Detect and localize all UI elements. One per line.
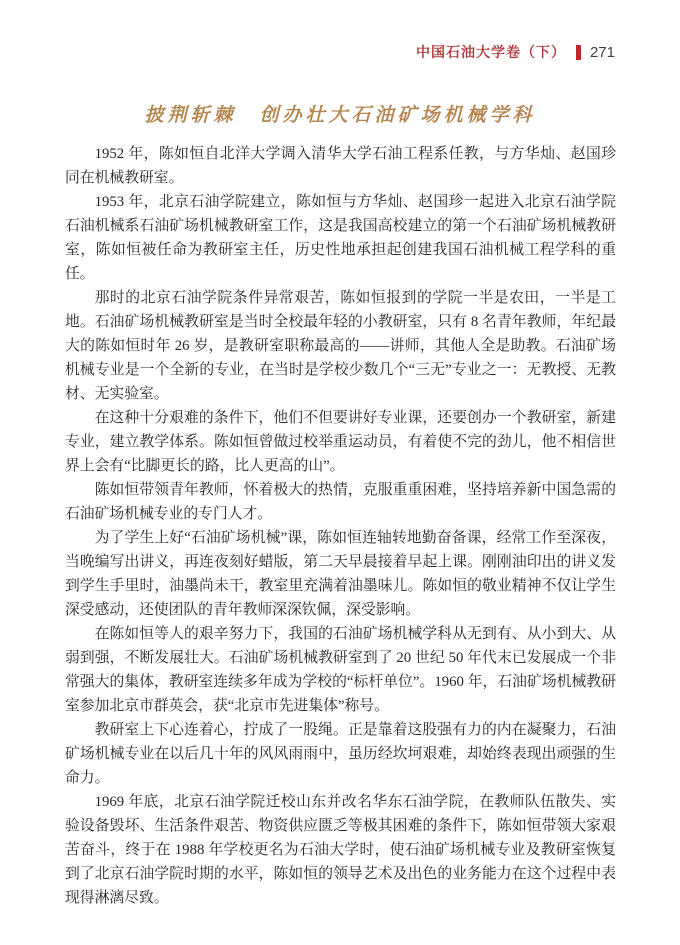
- body-paragraph: 1953 年，北京石油学院建立，陈如恒与方华灿、赵国珍一起进入北京石油学院石油机械系石油矿场机械教研室工作，这是我国高校建立的第一个石油矿场机械教研室，陈如恒被任命为教研室主任，历史性地承担起创建我国石油机械工程学科的重任。: [65, 194, 616, 282]
- body-paragraph: 1969 年底，北京石油学院迁校山东并改名华东石油学院，在教师队伍散失、实验设备毁坏、生活条件艰苦、物资供应匮乏等极其困难的条件下，陈如恒带领大家艰苦奋斗，终于在 1988 年学校更名为石油大学时，使石油矿场机械专业及教研室恢复到了北京石油学院时期的水平，陈如恒的领导艺术及出色的业务能力在这个过程中表现得淋漓尽致。: [65, 794, 616, 906]
- chapter-title: 披荆斩棘 创办壮大石油矿场机械学科: [144, 105, 536, 126]
- body-paragraph: 1952 年，陈如恒自北洋大学调入清华大学石油工程系任教，与方华灿、赵国珍同在机械教研室。: [65, 146, 616, 186]
- running-head: [416, 42, 615, 62]
- body-paragraph: 陈如恒带领青年教师，怀着极大的热情，克服重重困难，坚持培养新中国急需的石油矿场机械专业的专门人才。: [65, 482, 616, 522]
- volume-title: 中国石油大学卷（下）: [415, 46, 566, 61]
- body-paragraph: 在陈如恒等人的艰辛努力下，我国的石油矿场机械学科从无到有、从小到大、从弱到强，不断发展壮大。石油矿场机械教研室到了 20 世纪 50 年代末已发展成一个非常强大的集体，教研室连续多年成为学校的“标杆单位”。1960 年，石油矿场机械教研室参加北京市群英会，获“北京市先进集体”称号。: [65, 626, 616, 714]
- article-body: [65, 142, 616, 910]
- page-number: 271: [589, 43, 615, 61]
- body-paragraph: 那时的北京石油学院条件异常艰苦，陈如恒报到的学院一半是农田，一半是工地。石油矿场机械教研室是当时全校最年轻的小教研室，只有 8 名青年教师，年纪最大的陈如恒时年 26 岁，是教研室职称最高的——讲师，其他人全是助教。石油矿场机械专业是一个全新的专业，在当时是学校少数几个“三无”专业之一：无教授、无教材、无实验室。: [65, 290, 616, 402]
- body-paragraph: 在这种十分艰难的条件下，他们不但要讲好专业课，还要创办一个教研室，新建专业，建立教学体系。陈如恒曾做过校举重运动员，有着使不完的劲儿，他不相信世界上会有“比脚更长的路，比人更高的山”。: [65, 410, 616, 474]
- header-divider-bar: [576, 45, 581, 60]
- body-paragraph: 教研室上下心连着心，拧成了一股绳。正是靠着这股强有力的内在凝聚力，石油矿场机械专业在以后几十年的风风雨雨中，虽历经坎坷艰难，却始终表现出顽强的生命力。: [65, 722, 616, 786]
- body-paragraph: 为了学生上好“石油矿场机械”课，陈如恒连轴转地勤奋备课，经常工作至深夜，当晚编写出讲义，再连夜刻好蜡版，第二天早晨接着早起上课。刚刚油印出的讲义发到学生手里时，油墨尚未干，教室里充满着油墨味儿。陈如恒的敬业精神不仅让学生深受感动，还使团队的青年教师深深钦佩，深受影响。: [65, 530, 616, 618]
